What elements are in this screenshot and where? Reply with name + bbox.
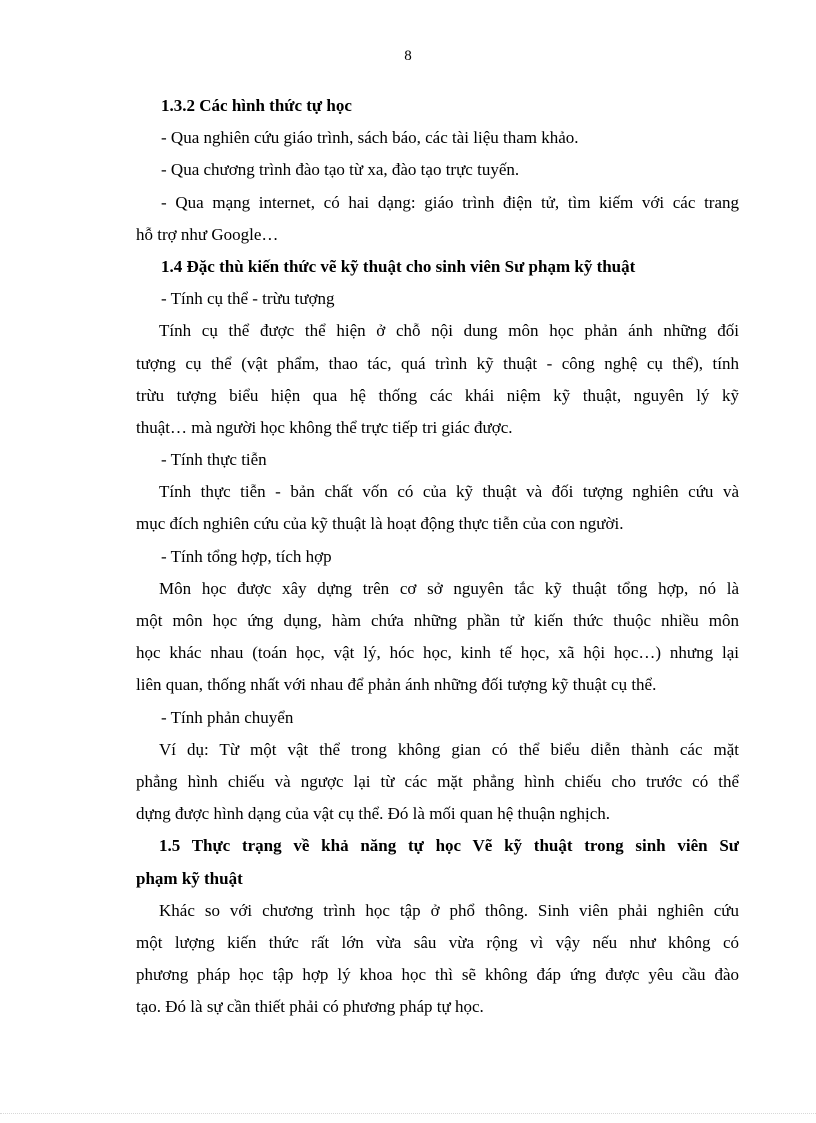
section-heading-1-5: 1.5 Thực trạng về khả năng tự học Vẽ kỹ thuật trong sinh viên Sư bbox=[159, 836, 739, 856]
paragraph-line: dựng được hình dạng của vật cụ thể. Đó là mối quan hệ thuận nghịch. bbox=[136, 804, 611, 824]
page-bottom-divider bbox=[0, 1113, 816, 1114]
paragraph-line: tạo. Đó là sự cần thiết phải có phương pháp tự học. bbox=[136, 997, 484, 1017]
paragraph-line: mục đích nghiên cứu của kỹ thuật là hoạt động thực tiễn của con người. bbox=[136, 514, 624, 534]
paragraph-line: học khác nhau (toán học, vật lý, hóc học, kinh tế học, xã hội học…) nhưng lại bbox=[136, 643, 739, 663]
paragraph-line: tượng cụ thể (vật phẩm, thao tác, quá trình kỹ thuật - công nghệ cụ thể), tính bbox=[136, 353, 739, 373]
page-number: 8 bbox=[404, 48, 412, 64]
paragraph-line: Khác so với chương trình học tập ở phổ thông. Sinh viên phải nghiên cứu bbox=[159, 900, 739, 920]
section-heading-1-5-cont: phạm kỹ thuật bbox=[136, 868, 243, 888]
paragraph-line: Tính thực tiễn - bản chất vốn có của kỹ thuật và đối tượng nghiên cứu và bbox=[159, 482, 739, 502]
list-item: - Qua nghiên cứu giáo trình, sách báo, các tài liệu tham khảo. bbox=[161, 128, 579, 148]
subheading-reversible: - Tính phản chuyển bbox=[161, 707, 294, 727]
paragraph-line: một môn học ứng dụng, hàm chứa những phần tử kiến thức thuộc nhiều môn bbox=[136, 611, 739, 630]
paragraph-line: Ví dụ: Từ một vật thể trong không gian có thể biểu diễn thành các mặt bbox=[159, 739, 739, 759]
section-heading-1-4: 1.4 Đặc thù kiến thức vẽ kỹ thuật cho sinh viên Sư phạm kỹ thuật bbox=[161, 256, 636, 276]
document-body bbox=[136, 90, 739, 1023]
subheading-concrete-abstract: - Tính cụ thể - trừu tượng bbox=[161, 289, 335, 309]
section-heading-1-3-2: 1.3.2 Các hình thức tự học bbox=[161, 96, 352, 115]
paragraph-line: Tính cụ thể được thể hiện ở chỗ nội dung môn học phản ánh những đối bbox=[159, 321, 739, 341]
paragraph-line: trừu tượng biểu hiện qua hệ thống các khái niệm kỹ thuật, nguyên lý kỹ bbox=[136, 385, 739, 405]
paragraph-line: phẳng hình chiếu và ngược lại từ các mặt phẳng hình chiếu cho trước có thể bbox=[136, 771, 739, 791]
paragraph-line: thuật… mà người học không thể trực tiếp tri giác được. bbox=[136, 417, 513, 437]
paragraph-line: phương pháp học tập hợp lý khoa học thì sẽ không đáp ứng được yêu cầu đào bbox=[136, 965, 739, 985]
list-item: - Qua chương trình đào tạo từ xa, đào tạo trực tuyến. bbox=[161, 160, 520, 180]
subheading-integrated: - Tính tổng hợp, tích hợp bbox=[161, 546, 332, 566]
paragraph-line: một lượng kiến thức rất lớn vừa sâu vừa rộng vì vậy nếu như không có bbox=[136, 932, 739, 952]
paragraph-line: Môn học được xây dựng trên cơ sở nguyên tắc kỹ thuật tổng hợp, nó là bbox=[159, 578, 739, 598]
paragraph-line: liên quan, thống nhất với nhau để phản ánh những đối tượng kỹ thuật cụ thể. bbox=[136, 675, 657, 695]
subheading-practical: - Tính thực tiễn bbox=[161, 450, 267, 470]
list-item-continuation: hỗ trợ như Google… bbox=[136, 224, 279, 244]
list-item: - Qua mạng internet, có hai dạng: giáo trình điện tử, tìm kiếm với các trang bbox=[161, 192, 739, 212]
